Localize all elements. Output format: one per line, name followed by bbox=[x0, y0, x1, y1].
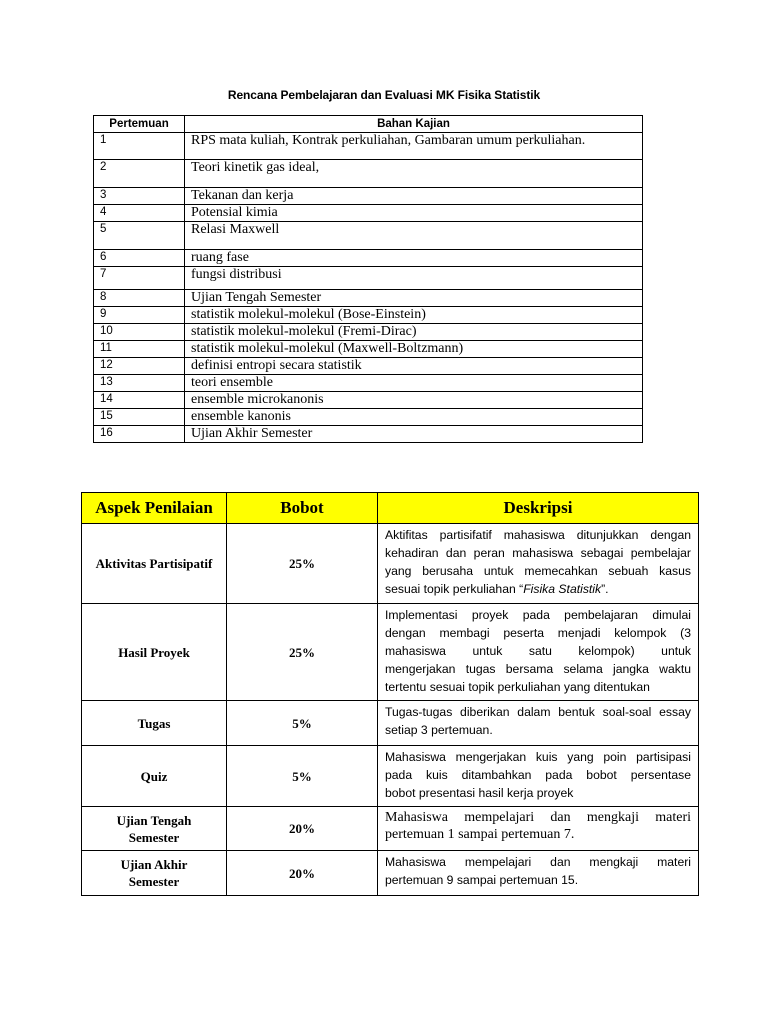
table-row bbox=[94, 188, 643, 205]
weight-column-header: Bobot bbox=[227, 493, 378, 524]
table-row bbox=[94, 160, 643, 188]
meeting-topic: ensemble kanonis bbox=[185, 409, 643, 426]
aspect-description bbox=[378, 807, 699, 851]
description-line: setiap 3 pertemuan. bbox=[385, 723, 493, 737]
description-line: pada kuis ditambahkan pada bobot persentase bbox=[385, 768, 691, 782]
description-line: mengerjakan tugas bersama selama jangka waktu bbox=[385, 662, 691, 676]
table-row bbox=[82, 701, 699, 746]
aspect-column-header: Aspek Penilaian bbox=[82, 493, 227, 524]
meeting-topic: Tekanan dan kerja bbox=[185, 188, 643, 205]
description-line: Mahasiswa mengerjakan kuis yang poin partisipasi bbox=[385, 750, 691, 764]
description-line bbox=[385, 580, 691, 598]
meeting-number: 1 bbox=[94, 133, 185, 160]
meeting-topic: teori ensemble bbox=[185, 375, 643, 392]
meeting-topic: statistik molekul-molekul (Fremi-Dirac) bbox=[185, 324, 643, 341]
description-line: yang berusaha untuk memecahkan sebuah kasus bbox=[385, 564, 691, 578]
meeting-number: 2 bbox=[94, 160, 185, 188]
aspect-name bbox=[82, 807, 227, 851]
description-line: Mahasiswa mempelajari dan mengkaji materi bbox=[385, 855, 691, 869]
meeting-topic: RPS mata kuliah, Kontrak perkuliahan, Gambaran umum perkuliahan. bbox=[185, 133, 643, 160]
aspect-weight: 25% bbox=[227, 524, 378, 604]
meeting-number: 4 bbox=[94, 205, 185, 222]
table-row bbox=[94, 375, 643, 392]
description-line: Aktifitas partisifatif mahasiswa ditunjukkan dengan bbox=[385, 528, 691, 542]
meeting-number: 3 bbox=[94, 188, 185, 205]
meeting-topic: fungsi distribusi bbox=[185, 267, 643, 290]
aspect-name-line: Semester bbox=[128, 874, 180, 889]
table-row bbox=[82, 807, 699, 851]
table-row bbox=[82, 604, 699, 701]
assessment-table bbox=[81, 492, 699, 896]
aspect-description bbox=[378, 746, 699, 807]
meeting-topic: ensemble microkanonis bbox=[185, 392, 643, 409]
table-row bbox=[94, 267, 643, 290]
aspect-description bbox=[378, 701, 699, 746]
aspect-name: Quiz bbox=[82, 746, 227, 807]
table-row bbox=[82, 524, 699, 604]
meeting-number: 5 bbox=[94, 222, 185, 250]
meeting-topic: ruang fase bbox=[185, 250, 643, 267]
description-line: pertemuan 1 sampai pertemuan 7. bbox=[385, 827, 575, 842]
aspect-weight: 20% bbox=[227, 807, 378, 851]
description-line: Mahasiswa mempelajari dan mengkaji materi bbox=[385, 810, 691, 825]
description-column-header: Deskripsi bbox=[378, 493, 699, 524]
table-row bbox=[82, 746, 699, 807]
description-line: Implementasi proyek pada pembelajaran dimulai bbox=[385, 608, 691, 622]
description-text: ”. bbox=[601, 582, 609, 596]
aspect-name-line: Ujian Tengah bbox=[116, 812, 192, 828]
meeting-topic: Relasi Maxwell bbox=[185, 222, 643, 250]
assessment-header-row bbox=[82, 493, 699, 524]
description-line: mahasiswa untuk satu kelompok) untuk bbox=[385, 644, 691, 658]
meeting-topic: definisi entropi secara statistik bbox=[185, 358, 643, 375]
description-line: dengan membagi peserta menjadi kelompok (3 bbox=[385, 626, 691, 640]
table-row bbox=[94, 290, 643, 307]
meeting-number: 15 bbox=[94, 409, 185, 426]
aspect-description bbox=[378, 524, 699, 604]
aspect-name: Aktivitas Partisipatif bbox=[82, 524, 227, 604]
meeting-topic: statistik molekul-molekul (Bose-Einstein) bbox=[185, 307, 643, 324]
meeting-number: 11 bbox=[94, 341, 185, 358]
description-line: Tugas-tugas diberikan dalam bentuk soal-soal essay bbox=[385, 705, 691, 719]
meeting-topic: Teori kinetik gas ideal, bbox=[185, 160, 643, 188]
description-text: sesuai topik perkuliahan “ bbox=[385, 582, 524, 596]
meeting-number: 9 bbox=[94, 307, 185, 324]
aspect-name: Tugas bbox=[82, 701, 227, 746]
table-row bbox=[94, 205, 643, 222]
meeting-column-header: Pertemuan bbox=[94, 116, 185, 133]
meeting-topic: Potensial kimia bbox=[185, 205, 643, 222]
aspect-name bbox=[82, 851, 227, 896]
meeting-topic: statistik molekul-molekul (Maxwell-Boltzmann) bbox=[185, 341, 643, 358]
schedule-header-row bbox=[94, 116, 643, 133]
aspect-weight: 25% bbox=[227, 604, 378, 701]
meeting-number: 7 bbox=[94, 267, 185, 290]
table-row bbox=[94, 409, 643, 426]
description-line: kehadiran dan peran mahasiswa sebagai pembelajar bbox=[385, 546, 691, 560]
aspect-name: Hasil Proyek bbox=[82, 604, 227, 701]
table-row bbox=[94, 324, 643, 341]
description-line: bobot presentasi hasil kerja proyek bbox=[385, 786, 574, 800]
meeting-number: 16 bbox=[94, 426, 185, 443]
meeting-number: 10 bbox=[94, 324, 185, 341]
aspect-name-line: Ujian Akhir bbox=[120, 857, 188, 872]
meeting-number: 14 bbox=[94, 392, 185, 409]
schedule-table bbox=[93, 115, 643, 443]
aspect-description bbox=[378, 604, 699, 701]
aspect-weight: 20% bbox=[227, 851, 378, 896]
meeting-number: 8 bbox=[94, 290, 185, 307]
description-line: tertentu sesuai topik perkuliahan yang ditentukan bbox=[385, 680, 650, 694]
table-row bbox=[94, 341, 643, 358]
meeting-number: 6 bbox=[94, 250, 185, 267]
topic-column-header: Bahan Kajian bbox=[185, 116, 643, 133]
meeting-topic: Ujian Akhir Semester bbox=[185, 426, 643, 443]
table-row bbox=[94, 250, 643, 267]
description-line: pertemuan 9 sampai pertemuan 15. bbox=[385, 873, 579, 887]
meeting-number: 12 bbox=[94, 358, 185, 375]
aspect-weight: 5% bbox=[227, 701, 378, 746]
aspect-description bbox=[378, 851, 699, 896]
aspect-name-line: Semester bbox=[128, 829, 180, 845]
table-row bbox=[94, 358, 643, 375]
meeting-topic: Ujian Tengah Semester bbox=[185, 290, 643, 307]
table-row bbox=[94, 426, 643, 443]
table-row bbox=[94, 222, 643, 250]
aspect-weight: 5% bbox=[227, 746, 378, 807]
course-name-italic: Fisika Statistik bbox=[523, 582, 602, 596]
table-row bbox=[94, 133, 643, 160]
table-row bbox=[94, 307, 643, 324]
table-row bbox=[82, 851, 699, 896]
table-row bbox=[94, 392, 643, 409]
meeting-number: 13 bbox=[94, 375, 185, 392]
document-title: Rencana Pembelajaran dan Evaluasi MK Fisika Statistik bbox=[227, 88, 541, 102]
